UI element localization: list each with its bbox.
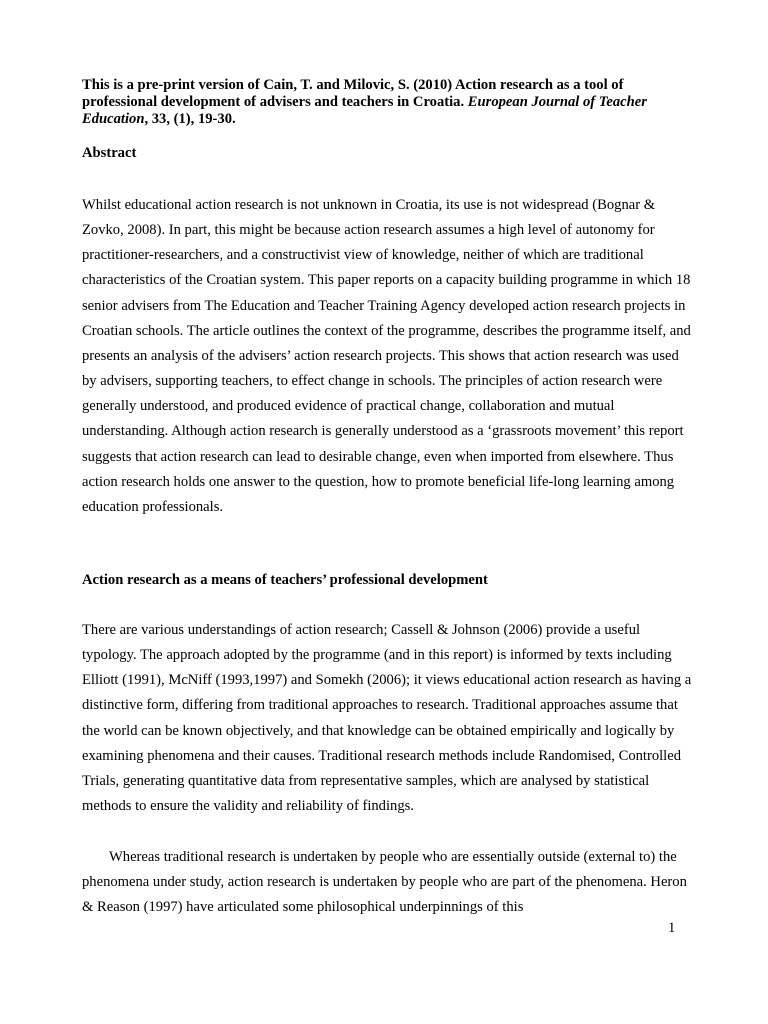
citation-header — [82, 77, 694, 128]
abstract-paragraph: Whilst educational action research is not unknown in Croatia, its use is not widespread (Bognar & Zovko, 2008). In part, this might be because action research assumes a high level of autonomy for practitioner-researchers, and a constructivist view of knowledge, neither of which are traditional characteristics of the Croatian system. This paper reports on a capacity building programme in which 18 senior advisers from The Education and Teacher Training Agency developed action research projects in Croatian schools. The article outlines the context of the programme, describes the programme itself, and presents an analysis of the advisers’ action research projects. This shows that action research was used by advisers, supporting teachers, to effect change in schools. The principles of action research were generally understood, and produced evidence of practical change, collaboration and mutual understanding. Although action research is generally understood as a ‘grassroots movement’ this report suggests that action research can lead to desirable change, even when imported from elsewhere. Thus action research holds one answer to the question, how to promote beneficial life-long learning among education professionals. — [82, 197, 691, 515]
abstract-heading: Abstract — [82, 145, 137, 161]
journal-volume: , 33, (1), 19-30. — [144, 111, 236, 127]
page-number: 1 — [668, 920, 676, 936]
section-heading: Action research as a means of teachers’ professional development — [82, 572, 488, 588]
journal-name: European Journal of Teacher Education — [82, 94, 647, 127]
citation-text: This is a pre-print version of Cain, T. and Milovic, S. (2010) Action research as a tool of professional development of advisers and teachers in Croatia. — [82, 77, 624, 110]
section-paragraph-2: Whereas traditional research is undertaken by people who are essentially outside (external to) the phenomena under study, action research is undertaken by people who are part of the phenomena. Heron & Reason (1997) have articulated some philosophical underpinnings of this — [82, 849, 687, 916]
section-paragraph-1: There are various understandings of action research; Cassell & Johnson (2006) provide a useful typology. The approach adopted by the programme (and in this report) is informed by texts including Elliott (1991), McNiff (1993,1997) and Somekh (2006); it views educational action research as having a distinctive form, differing from traditional approaches to research. Traditional approaches assume that the world can be known objectively, and that knowledge can be obtained empirically and logically by examining phenomena and their causes. Traditional research methods include Randomised, Controlled Trials, generating quantitative data from representative samples, which are analysed by statistical methods to ensure the validity and reliability of findings. — [82, 622, 692, 815]
